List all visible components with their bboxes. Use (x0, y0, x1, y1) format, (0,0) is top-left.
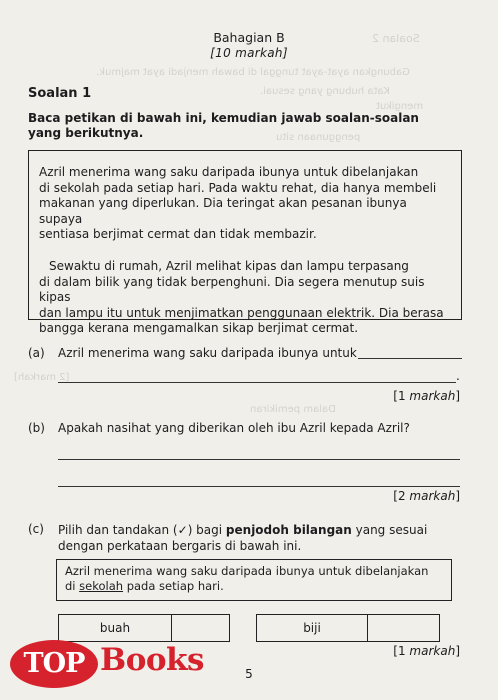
passage-paragraph-2: Sewaktu di rumah, Azril melihat kipas dan lampu terpasang di dalam bilik yang tidak berpenghuni. Dia segera menutup suis kipas dan lampu itu untuk menjimatkan penggunaan elektrik. Dia berasa bangga kerana mengamalkan sikap berjimat cermat. (39, 258, 444, 336)
passage-paragraph-1: Azril menerima wang saku daripada ibunya untuk dibelanjakan di sekolah pada setiap hari. Pada waktu rehat, dia hanya membeli makanan yang diperlukan. Dia teringat akan pesanan ibunya supaya sentiasa berjimat cermat dan tidak membazir. (39, 165, 437, 242)
passage-box (28, 150, 462, 336)
bleed-through-line: Kata hubung yang sesuai. (260, 86, 390, 97)
part-b-question: Apakah nasihat yang diberikan oleh ibu Azril kepada Azril? (58, 421, 410, 435)
part-b-marks: [2 markah] (393, 489, 460, 503)
bleed-through-line: Gabungkan ayat-ayat tunggal di bawah menjadi ayat majmuk. (96, 67, 410, 78)
bleed-through-line: [2 markah] (14, 372, 70, 383)
tick-icon: ✓ (177, 523, 188, 537)
logo-books-text: Books (100, 642, 204, 678)
part-a-label: (a) (28, 346, 45, 360)
part-b-answer-line-1[interactable] (58, 459, 460, 460)
logo-top-oval: TOP (10, 640, 98, 688)
bleed-through-line: mengikut (376, 101, 424, 112)
part-a-answer-line-2[interactable] (58, 382, 456, 383)
part-c-sentence-box: Azril menerima wang saku daripada ibunya untuk dibelanjakan di sekolah pada setiap hari. (56, 559, 452, 601)
part-c-question: Pilih dan tandakan (✓) bagi penjodoh bilangan yang sesuai dengan perkataan bergaris di bawah ini. (58, 523, 428, 553)
part-a-question: Azril menerima wang saku daripada ibunya untuk (58, 346, 357, 360)
part-a-end-punctuation: . (456, 369, 460, 383)
option-word: buah (59, 615, 172, 641)
question-instruction: Baca petikan di bawah ini, kemudian jawab soalan-soalan yang berikutnya. (28, 111, 419, 140)
topbooks-watermark-logo (10, 634, 240, 694)
part-b-label: (b) (28, 421, 45, 435)
bleed-through-line: Soalan 2 (372, 32, 420, 45)
section-title: Bahagian B (213, 30, 285, 45)
bleed-through-line: penggunaan situ (276, 132, 361, 143)
part-c-label: (c) (28, 522, 44, 536)
option-word: biji (257, 615, 368, 641)
part-a-marks: [1 markah] (393, 389, 460, 403)
part-c-marks: [1 markah] (393, 644, 460, 658)
section-marks: [10 markah] (210, 46, 288, 60)
option-tick-box[interactable] (368, 615, 439, 641)
underlined-word: sekolah (79, 579, 124, 593)
question-heading: Soalan 1 (28, 86, 92, 101)
part-a-answer-line-1[interactable] (358, 358, 462, 359)
page-number: 5 (245, 667, 253, 681)
option-biji (256, 614, 440, 642)
bleed-through-line: Dalam pemikiran (250, 404, 336, 415)
part-b-answer-line-2[interactable] (58, 486, 460, 487)
